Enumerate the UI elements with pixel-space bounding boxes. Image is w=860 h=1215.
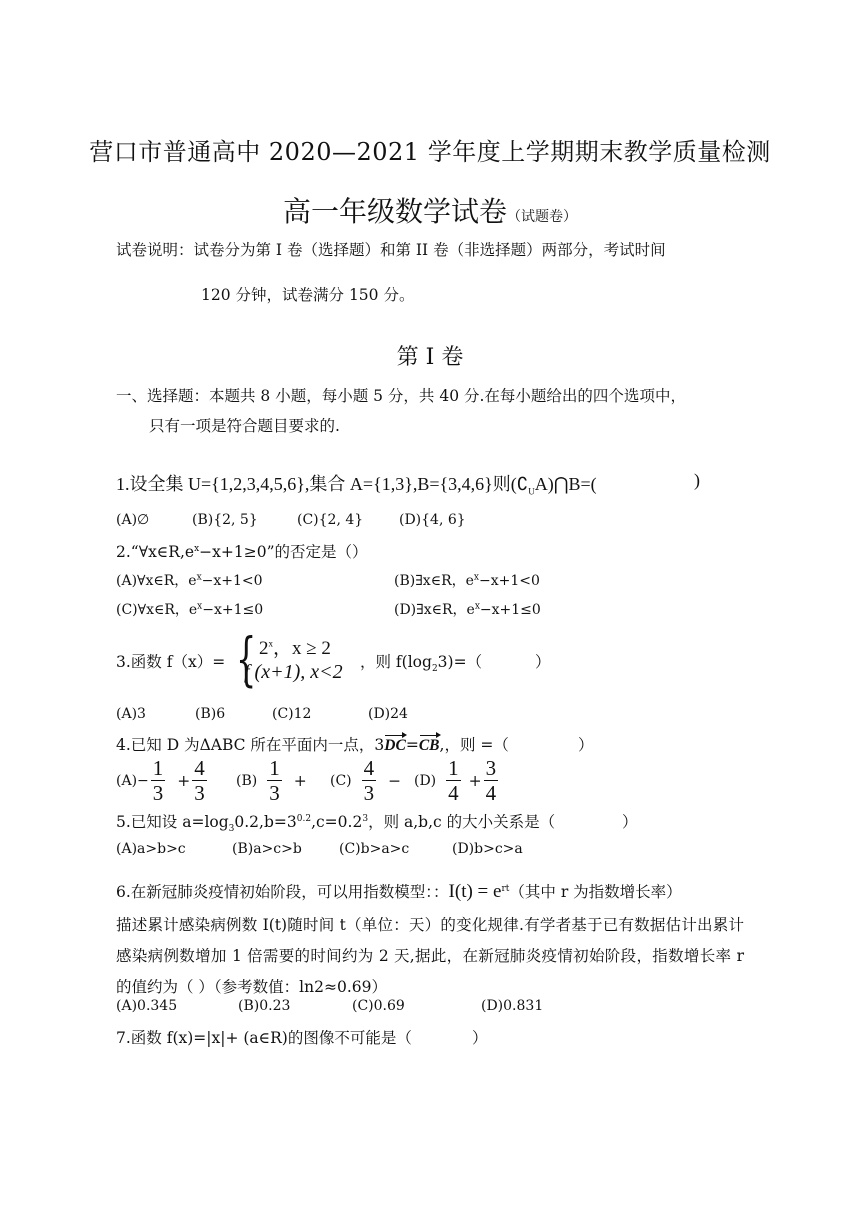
q3-option-c: (C)12 [272, 706, 312, 722]
question-1-paren: ) [694, 470, 700, 490]
q4-option-a: (A)− $\frac{1}{3}$ + $\frac{4}{3}$ [116, 756, 205, 805]
paper-subtitle: （试题卷） [507, 209, 577, 225]
q2-option-a: (A)∀x∈R，$e^x-x+1<0$ [116, 572, 263, 589]
question-4-stem: 4.已知 D 为ΔABC 所在平面内一点，3DC=CB,，则 =（ [116, 736, 509, 754]
question-6-body: 描述累计感染病例数 I(t)随时间 t（单位：天）的变化规律.有学者基于已有数据估计出累计感染病例数增加 1 倍需要的时间约为 2 天,据此，在新冠肺炎疫情初始阶段，指数增长率 r 的值约为（ ）（参考数值：ln2≈0.69） [116, 916, 744, 996]
question-6-stem: 6.在新冠肺炎疫情初始阶段，可以用指数模型：：$I(t) = e^{rt}$（其中 r 为指数增长率） [116, 881, 682, 902]
piecewise-case-2: f (x+1), x<2 [244, 661, 343, 683]
fraction: $\frac{4}{3}$ [194, 756, 205, 805]
question-5-stem: 5.已知设 $a=\log_30.2,b=3^{0.2},c=0.2^3$，则 a,b,c 的大小关系是（ [116, 813, 556, 835]
q4-option-c: (C) $\frac{4}{3}$ − [330, 756, 402, 805]
fraction: $\frac{1}{4}$ [448, 756, 459, 805]
q5-option-b: (B)a>c>b [232, 841, 302, 857]
q1-option-b: (B){2, 5} [192, 512, 258, 528]
instructions-line-1: 试卷说明：试卷分为第 I 卷（选择题）和第 II 卷（非选择题）两部分，考试时间 [116, 241, 666, 259]
q1-option-c: (C){2, 4} [297, 512, 364, 528]
question-7-stem: 7.函数 f(x)=|x|+ (a∈R)的图像不可能是（ [116, 1029, 412, 1047]
q6-option-a: (A)0.345 [116, 998, 178, 1014]
part1-title: 第 I 卷 [396, 345, 464, 370]
piecewise-case-1: 2$^x$，x ≥ 2 [259, 638, 331, 659]
vector-dc: DC [384, 737, 406, 754]
section-intro-2: 只有一项是符合题目要求的. [149, 417, 340, 435]
question-3-paren: ） [535, 653, 551, 671]
fraction: $\frac{4}{3}$ [363, 756, 375, 805]
q5-option-d: (D)b>c>a [452, 841, 523, 857]
question-7-paren: ） [472, 1029, 488, 1047]
q1-option-a: (A)∅ [116, 512, 150, 528]
q3-option-b: (B)6 [195, 706, 226, 722]
question-4-paren: ） [578, 736, 594, 754]
exam-title: 营口市普通高中 2020—2021 学年度上学期期末教学质量检测 [89, 138, 771, 166]
q2-option-b: (B)∃x∈R，$e^x-x+1<0$ [394, 572, 540, 589]
paper-title-row [0, 190, 860, 230]
fraction: $\frac{3}{4}$ [485, 756, 497, 805]
fraction: $\frac{1}{3}$ [152, 756, 164, 805]
q5-option-c: (C)b>a>c [339, 841, 410, 857]
instructions-line-2: 120 分钟，试卷满分 150 分。 [201, 286, 415, 304]
piecewise-brace: { [236, 625, 257, 693]
q3-option-d: (D)24 [368, 706, 408, 722]
q5-option-a: (A)a>b>c [116, 841, 186, 857]
q1-option-d: (D){4, 6} [399, 512, 466, 528]
question-3-label: 3.函数 f（x）= [116, 653, 226, 671]
q4-option-d: (D) $\frac{1}{4}$ + $\frac{3}{4}$ [414, 756, 497, 805]
section-intro-1: 一、选择题：本题共 8 小题，每小题 5 分，共 40 分.在每小题给出的四个选项中， [116, 387, 686, 405]
question-3-tail: ，则 $f(\log_23)=$（ [360, 653, 483, 675]
q6-option-b: (B)0.23 [238, 998, 291, 1014]
q6-option-d: (D)0.831 [481, 998, 544, 1014]
question-1-stem: 1.设全集 U={1,2,3,4,5,6},集合 A={1,3},B={3,4,6}则$(∁_UA)⋂B=$( [116, 474, 597, 497]
vector-cb: CB [418, 737, 440, 754]
question-5-paren: ） [622, 813, 638, 831]
q4-option-b: (B) $\frac{1}{3}$ + [236, 756, 307, 805]
fraction: $\frac{1}{3}$ [269, 756, 280, 805]
q2-option-c: (C)∀x∈R，$e^x-x+1\le 0$ [116, 601, 264, 618]
q6-option-c: (C)0.69 [352, 998, 405, 1014]
q2-option-d: (D)∃x∈R，$e^x-x+1\le 0$ [394, 601, 541, 618]
q3-option-a: (A)3 [116, 706, 146, 722]
question-2-stem: $2.“\forall x\in R,e^x-x+1\ge 0$”的否定是（） [116, 543, 368, 561]
paper-title: 高一年级数学试卷 [282, 195, 507, 228]
